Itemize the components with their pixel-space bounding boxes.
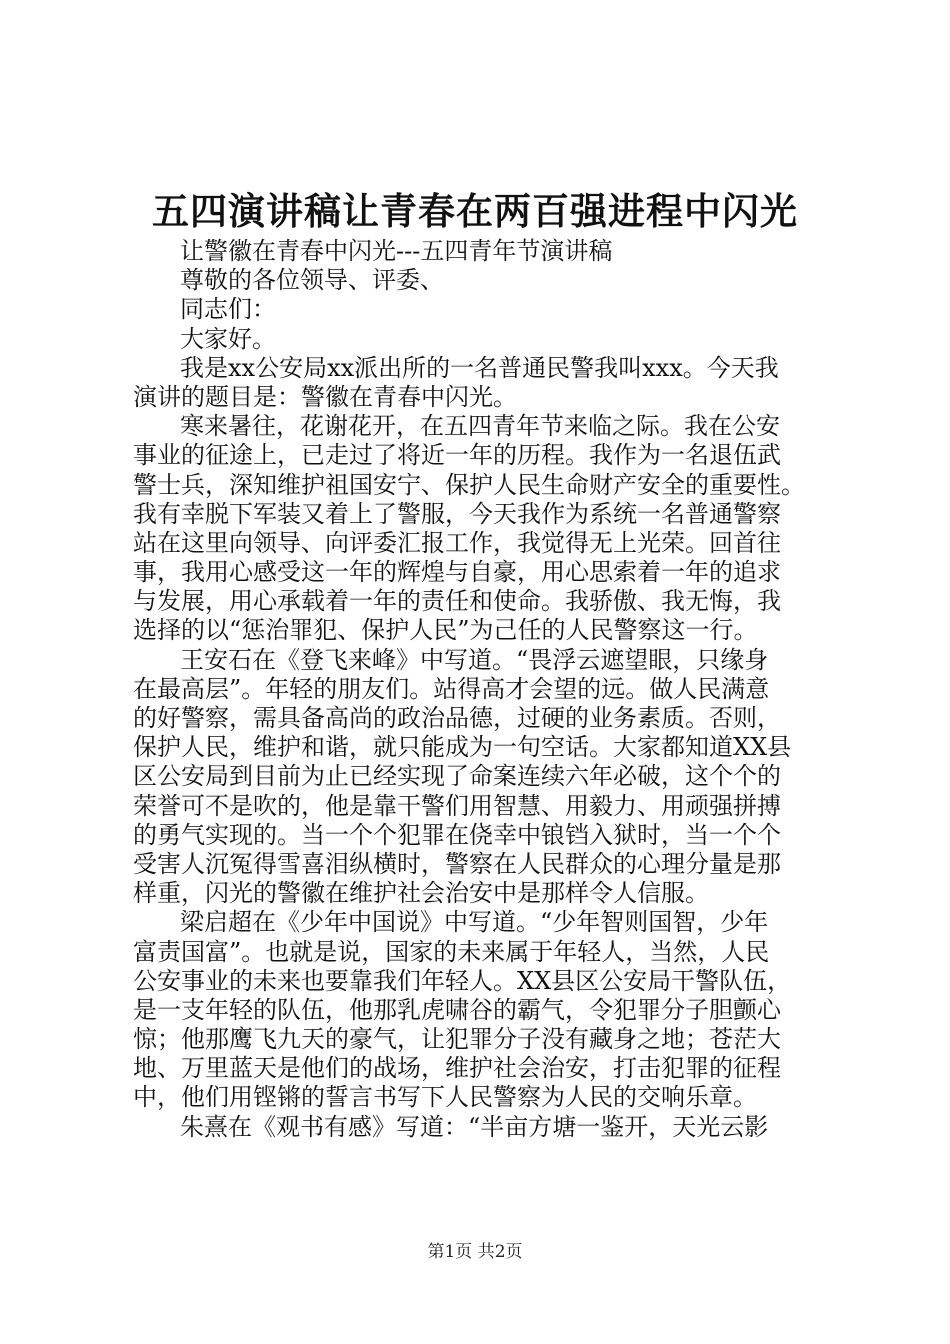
text-line: 惊；他那鹰飞九天的豪气，让犯罪分子没有藏身之地；苍茫大 bbox=[133, 1025, 781, 1054]
text-line: 演讲的题目是：警徽在青春中闪光。 bbox=[133, 382, 517, 411]
text-line: 我有幸脱下军装又着上了警服，今天我作为系统一名普通警察 bbox=[133, 499, 781, 528]
text-line: 站在这里向领导、向评委汇报工作，我觉得无上光荣。回首往 bbox=[133, 528, 781, 557]
text-line: 保护人民，维护和谐，就只能成为一句空话。大家都知道XX县 bbox=[133, 733, 792, 762]
text-line: 梁启超在《少年中国说》中写道。“少年智则国智，少年 bbox=[180, 908, 769, 937]
text-line: 事业的征途上，已走过了将近一年的历程。我作为一名退伍武 bbox=[133, 441, 781, 470]
text-line: 是一支年轻的队伍，他那乳虎啸谷的霸气，令犯罪分子胆颤心 bbox=[133, 995, 781, 1024]
text-line: 区公安局到目前为止已经实现了命案连续六年必破，这个个的 bbox=[133, 762, 781, 791]
document-body bbox=[133, 237, 833, 1142]
text-line: 样重，闪光的警徽在维护社会治安中是那样令人信服。 bbox=[133, 879, 709, 908]
text-line: 王安石在《登飞来峰》中写道。“畏浮云遮望眼，只缘身 bbox=[180, 645, 769, 674]
text-line: 公安事业的未来也要靠我们年轻人。XX县区公安局干警队伍， bbox=[133, 966, 792, 995]
text-line: 中，他们用铿锵的誓言书写下人民警察为人民的交响乐章。 bbox=[133, 1083, 757, 1112]
text-line: 朱熹在《观书有感》写道：“半亩方塘一鉴开，天光云影 bbox=[180, 1112, 769, 1141]
text-line: 让警徽在青春中闪光---五四青年节演讲稿 bbox=[180, 237, 613, 265]
text-line: 的好警察，需具备高尚的政治品德，过硬的业务素质。否则， bbox=[133, 704, 781, 732]
text-line: 与发展，用心承载着一年的责任和使命。我骄傲、我无悔，我 bbox=[133, 587, 781, 616]
text-line: 事，我用心感受这一年的辉煌与自豪，用心思索着一年的追求 bbox=[133, 558, 781, 587]
text-line: 警士兵，深知维护祖国安宁、保护人民生命财产安全的重要性。 bbox=[133, 470, 805, 499]
text-line: 选择的以“惩治罪犯、保护人民”为己任的人民警察这一行。 bbox=[133, 616, 758, 645]
text-line: 地、万里蓝天是他们的战场，维护社会治安，打击犯罪的征程 bbox=[133, 1054, 781, 1083]
document-title: 五四演讲稿让青春在两百强进程中闪光 bbox=[152, 189, 798, 233]
text-line: 受害人沉冤得雪喜泪纵横时，警察在人民群众的心理分量是那 bbox=[133, 849, 781, 878]
text-line: 大家好。 bbox=[180, 324, 276, 353]
text-line: 寒来暑往，花谢花开，在五四青年节来临之际。我在公安 bbox=[180, 412, 780, 441]
text-line: 在最高层”。年轻的朋友们。站得高才会望的远。做人民满意 bbox=[133, 674, 770, 703]
text-line: 同志们： bbox=[180, 295, 276, 324]
text-line: 尊敬的各位领导、评委、 bbox=[180, 266, 444, 295]
text-line: 荣誉可不是吹的，他是靠干警们用智慧、用毅力、用顽强拼搏 bbox=[133, 791, 781, 820]
text-line: 富责国富”。也就是说，国家的未来属于年轻人，当然，人民 bbox=[133, 937, 770, 966]
text-line: 我是xx公安局xx派出所的一名普通民警我叫xxx。今天我 bbox=[180, 353, 779, 382]
text-line: 的勇气实现的。当一个个犯罪在侥幸中锒铛入狱时，当一个个 bbox=[133, 820, 781, 849]
page-footer: 第1页 共2页 bbox=[427, 1242, 523, 1262]
